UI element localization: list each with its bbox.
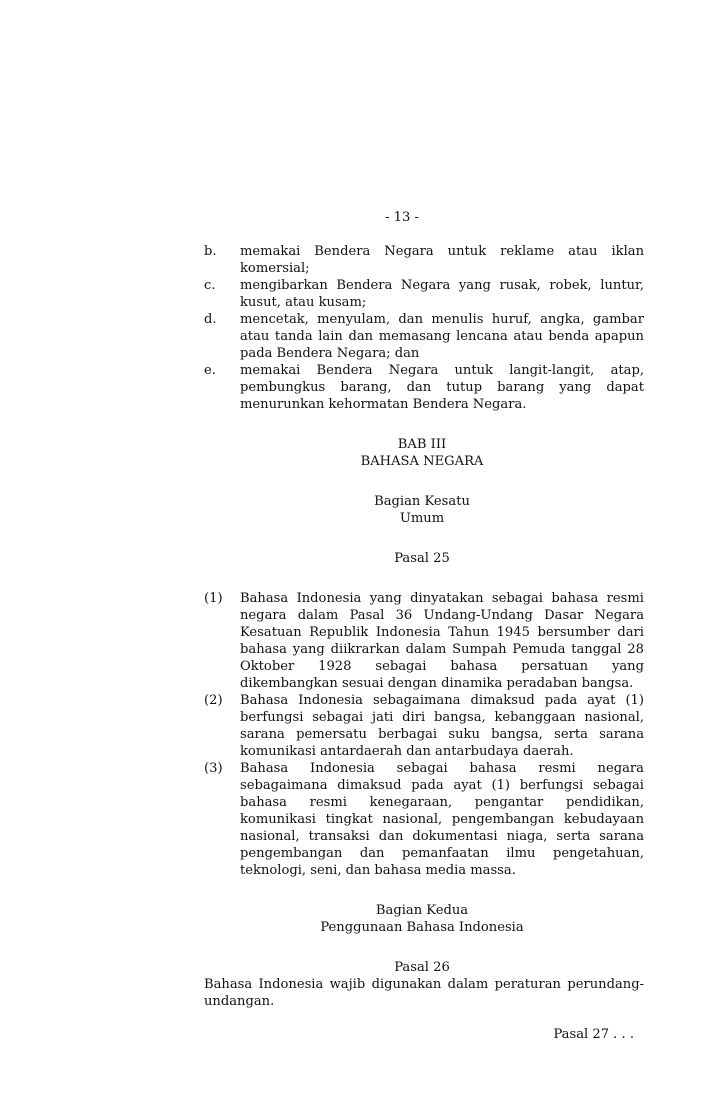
continuation-note: Pasal 27 . . . — [553, 1027, 634, 1042]
clause-label: (1) — [204, 591, 223, 606]
section-subtitle: Umum — [399, 511, 445, 526]
clause-label: (3) — [204, 761, 223, 776]
list-item — [204, 243, 644, 277]
list-item — [204, 362, 644, 413]
section-subtitle: Penggunaan Bahasa Indonesia — [320, 920, 524, 935]
list-item-text: mencetak, menyulam, dan menulis huruf, angka, gambar atau tanda lain dan memasang lencana atau benda apapun pada Bendera Negara; dan — [240, 312, 644, 361]
clause-item — [204, 760, 644, 879]
chapter-number: BAB III — [397, 437, 447, 452]
list-item-text: memakai Bendera Negara untuk langit-langit, atap, pembungkus barang, dan tutup barang yang dapat menurunkan kehormatan Bendera Negara. — [240, 363, 644, 412]
list-item — [204, 311, 644, 362]
list-item-label: e. — [204, 363, 216, 378]
clause-text: Bahasa Indonesia yang dinyatakan sebagai bahasa resmi negara dalam Pasal 36 Undang-Undang Dasar Negara Kesatuan Republik Indonesia Tahun 1945 bersumber dari bahasa yang diikrarkan dalam Sumpah Pemuda tanggal 28 Oktober 1928 sebagai bahasa persatuan yang dikembangkan sesuai dengan dinamika peradaban bangsa. — [240, 591, 644, 691]
clause-text: Bahasa Indonesia sebagaimana dimaksud pada ayat (1) berfungsi sebagai jati diri bangsa, kebanggaan nasional, sarana pemersatu berbagai suku bangsa, serta sarana komunikasi antardaerah dan antarbudaya daerah. — [240, 693, 644, 759]
article-title: Pasal 25 — [394, 551, 450, 566]
list-item-text: mengibarkan Bendera Negara yang rusak, robek, luntur, kusut, atau kusam; — [240, 278, 644, 310]
chapter-title: BAHASA NEGARA — [360, 454, 484, 469]
article-body: Bahasa Indonesia wajib digunakan dalam peraturan perundang-undangan. — [204, 977, 644, 1009]
list-item-text: memakai Bendera Negara untuk reklame atau iklan komersial; — [240, 244, 644, 276]
section-title: Bagian Kesatu — [374, 494, 470, 509]
clause-label: (2) — [204, 693, 223, 708]
list-item-label: b. — [204, 244, 217, 259]
list-item-label: d. — [204, 312, 217, 327]
section-title: Bagian Kedua — [375, 903, 469, 918]
clause-item — [204, 590, 644, 692]
article-clauses — [204, 590, 644, 879]
list-item — [204, 277, 644, 311]
list-item-label: c. — [204, 278, 216, 293]
article-title: Pasal 26 — [394, 960, 450, 975]
clause-text: Bahasa Indonesia sebagai bahasa resmi negara sebagaimana dimaksud pada ayat (1) berfungsi sebagai bahasa resmi kenegaraan, pengantar pendidikan, komunikasi tingkat nasional, pengembangan kebudayaan nasional, transaksi dan dokumentasi niaga, serta sarana pengembangan dan pemanfaatan ilmu pengetahuan, teknologi, seni, dan bahasa media massa. — [240, 761, 644, 878]
page-content — [204, 209, 644, 1043]
prohibition-list — [204, 243, 644, 413]
clause-item — [204, 692, 644, 760]
page-number: - 13 - — [385, 210, 419, 225]
